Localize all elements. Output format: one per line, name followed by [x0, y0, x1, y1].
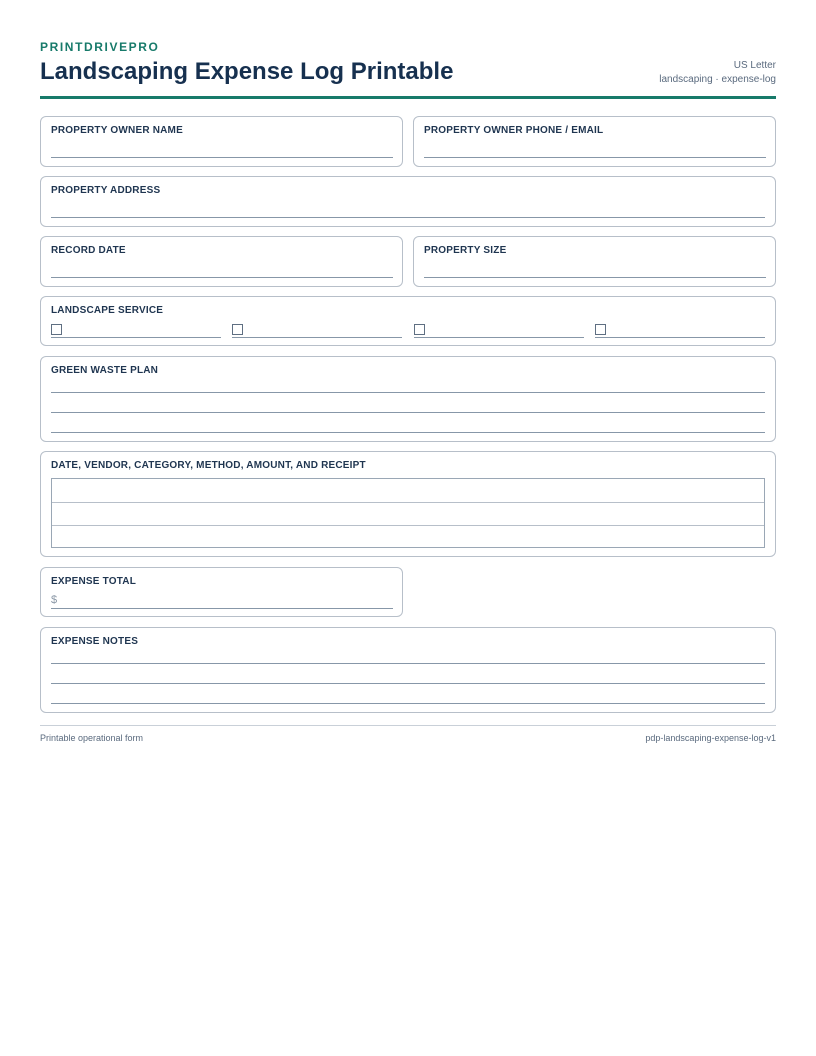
- landscape-service-label: LANDSCAPE SERVICE: [51, 305, 164, 316]
- currency-symbol: $: [51, 594, 58, 606]
- expense-table: [51, 478, 765, 548]
- green-waste-line-1[interactable]: [51, 392, 765, 393]
- service-option-4-checkbox[interactable]: [595, 324, 606, 335]
- property-size-field: [413, 236, 776, 287]
- expense-total-input-line[interactable]: [51, 608, 393, 609]
- expense-total-label: EXPENSE TOTAL: [51, 576, 137, 587]
- service-option-1-line[interactable]: [51, 337, 221, 338]
- expense-table-label: DATE, VENDOR, CATEGORY, METHOD, AMOUNT, AND RECEIPT: [51, 460, 366, 471]
- service-option-2-checkbox[interactable]: [232, 324, 243, 335]
- service-option-3-checkbox[interactable]: [414, 324, 425, 335]
- property-size-input-line[interactable]: [424, 277, 766, 278]
- table-row[interactable]: [52, 502, 764, 526]
- owner-contact-input-line[interactable]: [424, 157, 766, 158]
- service-option-2-line[interactable]: [232, 337, 402, 338]
- service-option-3-line[interactable]: [414, 337, 584, 338]
- page-tags: landscaping · expense-log: [659, 74, 776, 85]
- footer-description: Printable operational form: [40, 733, 144, 743]
- page-title: Landscaping Expense Log Printable: [40, 58, 454, 85]
- brand-name: PRINTDRIVEPRO: [40, 40, 160, 54]
- footer-form-id: pdp-landscaping-expense-log-v1: [645, 733, 776, 743]
- service-option-4-line[interactable]: [595, 337, 765, 338]
- green-waste-plan-field: [40, 356, 776, 442]
- record-date-field: [40, 236, 403, 287]
- expense-notes-line-1[interactable]: [51, 663, 765, 664]
- address-label: PROPERTY ADDRESS: [51, 185, 161, 196]
- table-row[interactable]: [52, 525, 764, 548]
- paper-size: US Letter: [733, 60, 776, 71]
- owner-name-input-line[interactable]: [51, 157, 393, 158]
- record-date-input-line[interactable]: [51, 277, 393, 278]
- expense-notes-line-2[interactable]: [51, 683, 765, 684]
- owner-name-field: [40, 116, 403, 167]
- page-meta: [659, 59, 776, 87]
- green-waste-plan-label: GREEN WASTE PLAN: [51, 365, 159, 376]
- address-field: [40, 176, 776, 227]
- service-option-1-checkbox[interactable]: [51, 324, 62, 335]
- owner-name-label: PROPERTY OWNER NAME: [51, 125, 183, 136]
- footer-rule: [40, 725, 776, 726]
- header-rule: [40, 96, 776, 99]
- green-waste-line-3[interactable]: [51, 432, 765, 433]
- expense-table-field: [40, 451, 776, 557]
- landscape-service-field: [40, 296, 776, 346]
- expense-notes-line-3[interactable]: [51, 703, 765, 704]
- table-row[interactable]: [52, 478, 764, 501]
- record-date-label: RECORD DATE: [51, 245, 126, 256]
- green-waste-line-2[interactable]: [51, 412, 765, 413]
- expense-notes-field: [40, 627, 776, 713]
- expense-total-field: [40, 567, 403, 617]
- expense-notes-label: EXPENSE NOTES: [51, 636, 139, 647]
- owner-contact-label: PROPERTY OWNER PHONE / EMAIL: [424, 125, 604, 136]
- address-input-line[interactable]: [51, 217, 765, 218]
- owner-contact-field: [413, 116, 776, 167]
- property-size-label: PROPERTY SIZE: [424, 245, 507, 256]
